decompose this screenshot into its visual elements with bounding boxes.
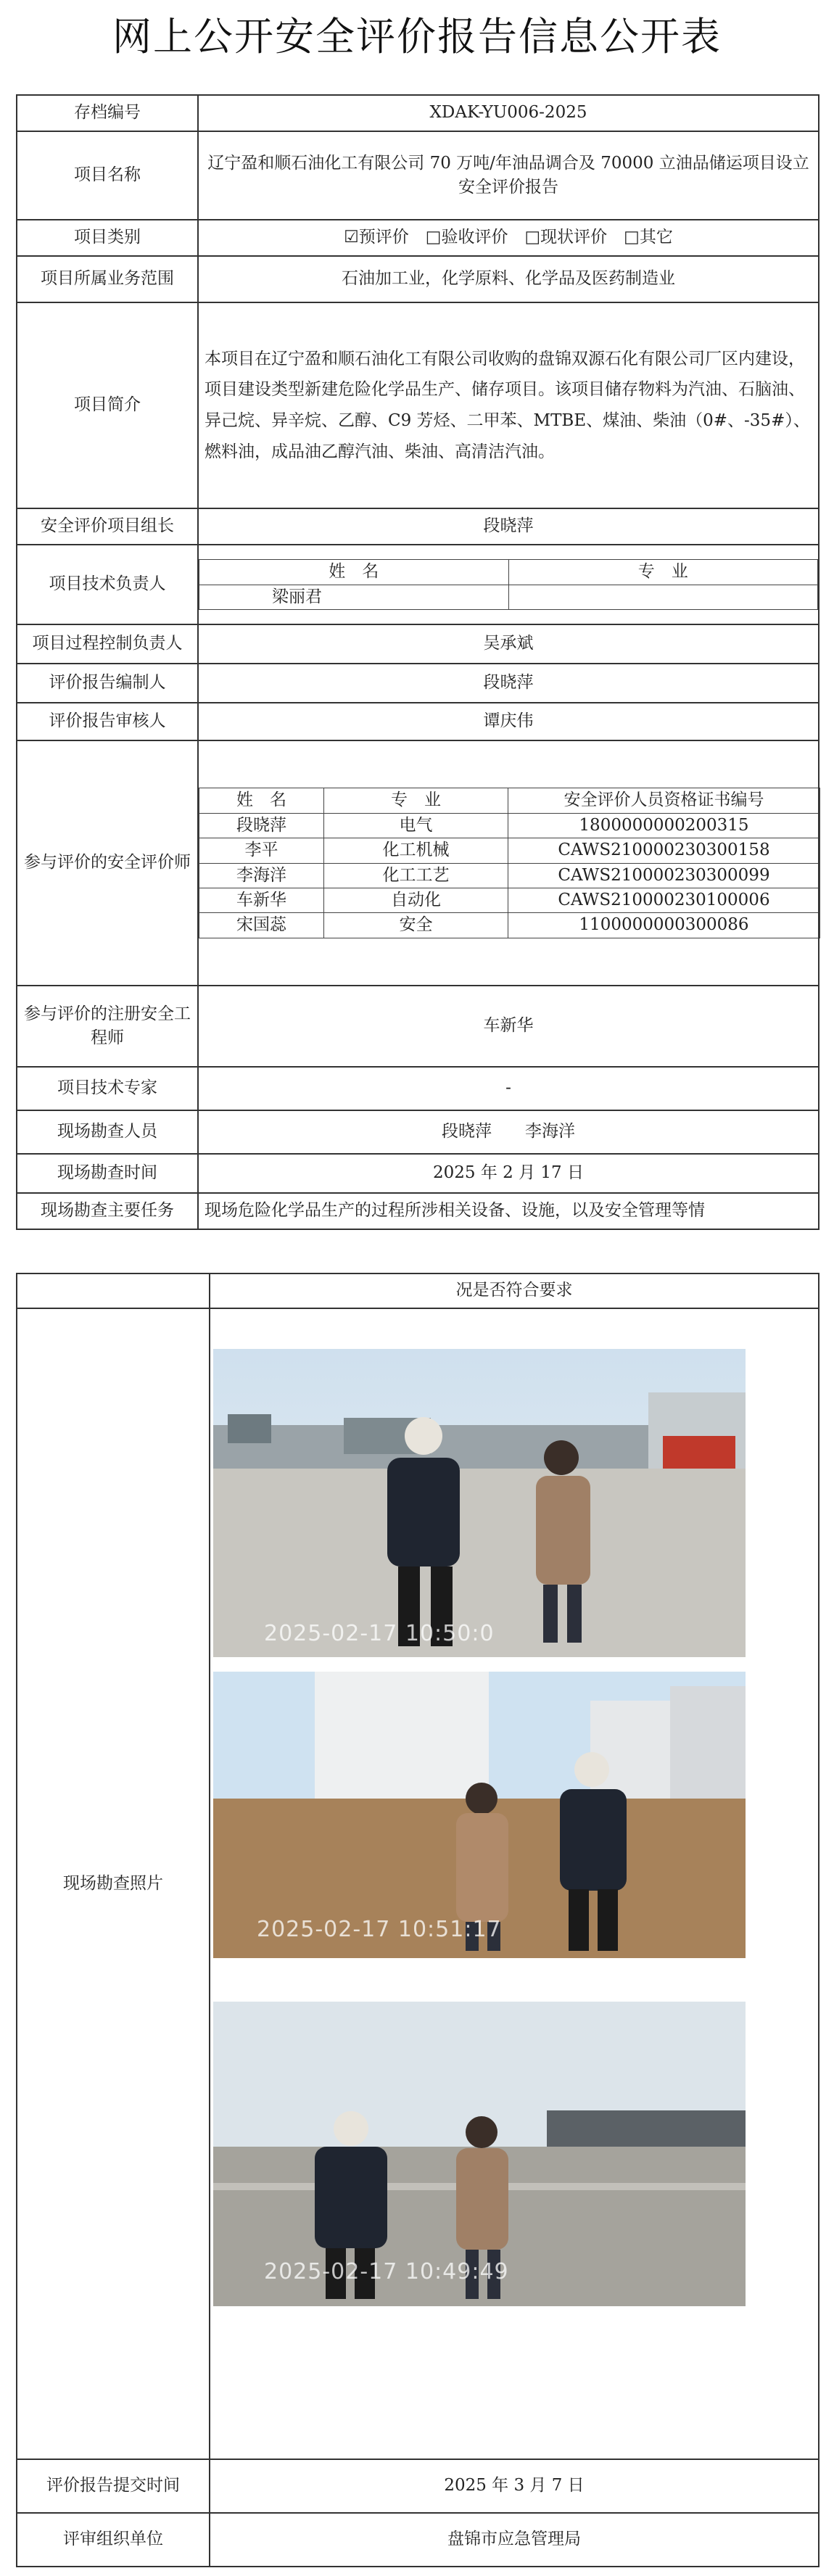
evaluator-cert: 1800000000200315 [508,813,820,838]
summary-value: 本项目在辽宁盈和顺石油化工有限公司收购的盘锦双源石化有限公司厂区内建设，项目建设类型新建危险化学品生产、储存项目。该项目储存物料为汽油、石脑油、异己烷、异辛烷、乙醇、C9 芳烃、二甲苯、MTBE、煤油、柴油（0#、-35#）、燃料油，成品油乙醇汽油、柴油、高清洁汽油。 [198,302,819,508]
photo-3-timestamp: 2025-02-17 10:49:49 [264,2259,509,2284]
registered-engineer-value: 车新华 [198,986,819,1067]
project-name-label: 项目名称 [17,131,198,220]
evaluator-name-header: 姓 名 [199,788,324,813]
tech-lead-major [508,585,818,609]
site-photo-1 [213,1349,746,1657]
project-type-value: ☑预评价 □验收评价 □现状评价 □其它 [198,220,819,256]
tech-expert-label: 项目技术专家 [17,1067,198,1110]
evaluator-row [199,913,820,938]
site-staff-value: 段晓萍 李海洋 [198,1110,819,1154]
reviewer-label: 评价报告审核人 [17,703,198,740]
info-table [16,94,819,1230]
archive-no-label: 存档编号 [17,95,198,131]
tech-lead-label: 项目技术负责人 [17,545,198,624]
section-header: 况是否符合要求 [210,1273,819,1308]
evaluator-major: 自动化 [324,888,508,912]
site-photo-2 [213,1672,746,1958]
evaluator-major: 电气 [324,813,508,838]
evaluators-grid [199,788,820,938]
tech-lead-grid [199,559,818,610]
evaluator-cert: 1100000000300086 [508,913,820,938]
project-name-value: 辽宁盈和顺石油化工有限公司 70 万吨/年油品调合及 70000 立油品储运项目设立安全评价报告 [198,131,819,220]
site-staff-label: 现场勘查人员 [17,1110,198,1154]
evaluator-major: 化工工艺 [324,863,508,888]
business-scope-label: 项目所属业务范围 [17,256,198,302]
reviewer-value: 谭庆伟 [198,703,819,740]
evaluator-cert: CAWS210000230300158 [508,838,820,863]
evaluator-row [199,888,820,912]
photos-label: 现场勘查照片 [17,1308,210,2459]
evaluator-major: 安全 [324,913,508,938]
registered-engineer-label: 参与评价的注册安全工程师 [17,986,198,1067]
page-title: 网上公开安全评价报告信息公开表 [112,14,722,59]
evaluator-cert-header: 安全评价人员资格证书编号 [508,788,820,813]
business-scope-value: 石油加工业，化学原料、化学品及医药制造业 [198,256,819,302]
evaluator-name: 段晓萍 [199,813,324,838]
evaluator-name: 李平 [199,838,324,863]
site-task-label: 现场勘查主要任务 [17,1193,198,1229]
compiler-label: 评价报告编制人 [17,664,198,703]
submit-time-value: 2025 年 3 月 7 日 [210,2459,819,2513]
project-type-label: 项目类别 [17,220,198,256]
evaluator-name: 车新华 [199,888,324,912]
team-leader-value: 段晓萍 [198,508,819,545]
site-time-label: 现场勘查时间 [17,1154,198,1193]
evaluator-cert: CAWS210000230300099 [508,863,820,888]
evaluator-row [199,813,820,838]
tech-lead-name-header: 姓 名 [199,560,509,585]
evaluator-row [199,863,820,888]
evaluator-name: 李海洋 [199,863,324,888]
tech-lead-major-header: 专 业 [508,560,818,585]
photo-2-timestamp: 2025-02-17 10:51:17 [257,1917,502,1942]
site-time-value: 2025 年 2 月 17 日 [198,1154,819,1193]
compiler-value: 段晓萍 [198,664,819,703]
site-task-value: 现场危险化学品生产的过程所涉相关设备、设施，以及安全管理等情 [198,1193,819,1229]
tech-expert-value: - [198,1067,819,1110]
tech-lead-name: 梁丽君 [199,585,509,609]
review-org-value: 盘锦市应急管理局 [210,2513,819,2567]
evaluator-major-header: 专 业 [324,788,508,813]
summary-label: 项目简介 [17,302,198,508]
submit-time-label: 评价报告提交时间 [17,2459,210,2513]
evaluator-major: 化工机械 [324,838,508,863]
process-control-value: 吴承斌 [198,624,819,664]
evaluator-cert: CAWS210000230100006 [508,888,820,912]
site-photo-3 [213,2002,746,2306]
evaluator-name: 宋国蕊 [199,913,324,938]
photo-1-timestamp: 2025-02-17 10:50:0 [264,1621,495,1646]
process-control-label: 项目过程控制负责人 [17,624,198,664]
evaluators-label: 参与评价的安全评价师 [17,740,198,986]
team-leader-label: 安全评价项目组长 [17,508,198,545]
archive-no-value: XDAK-YU006-2025 [198,95,819,131]
evaluator-row [199,838,820,863]
review-org-label: 评审组织单位 [17,2513,210,2567]
